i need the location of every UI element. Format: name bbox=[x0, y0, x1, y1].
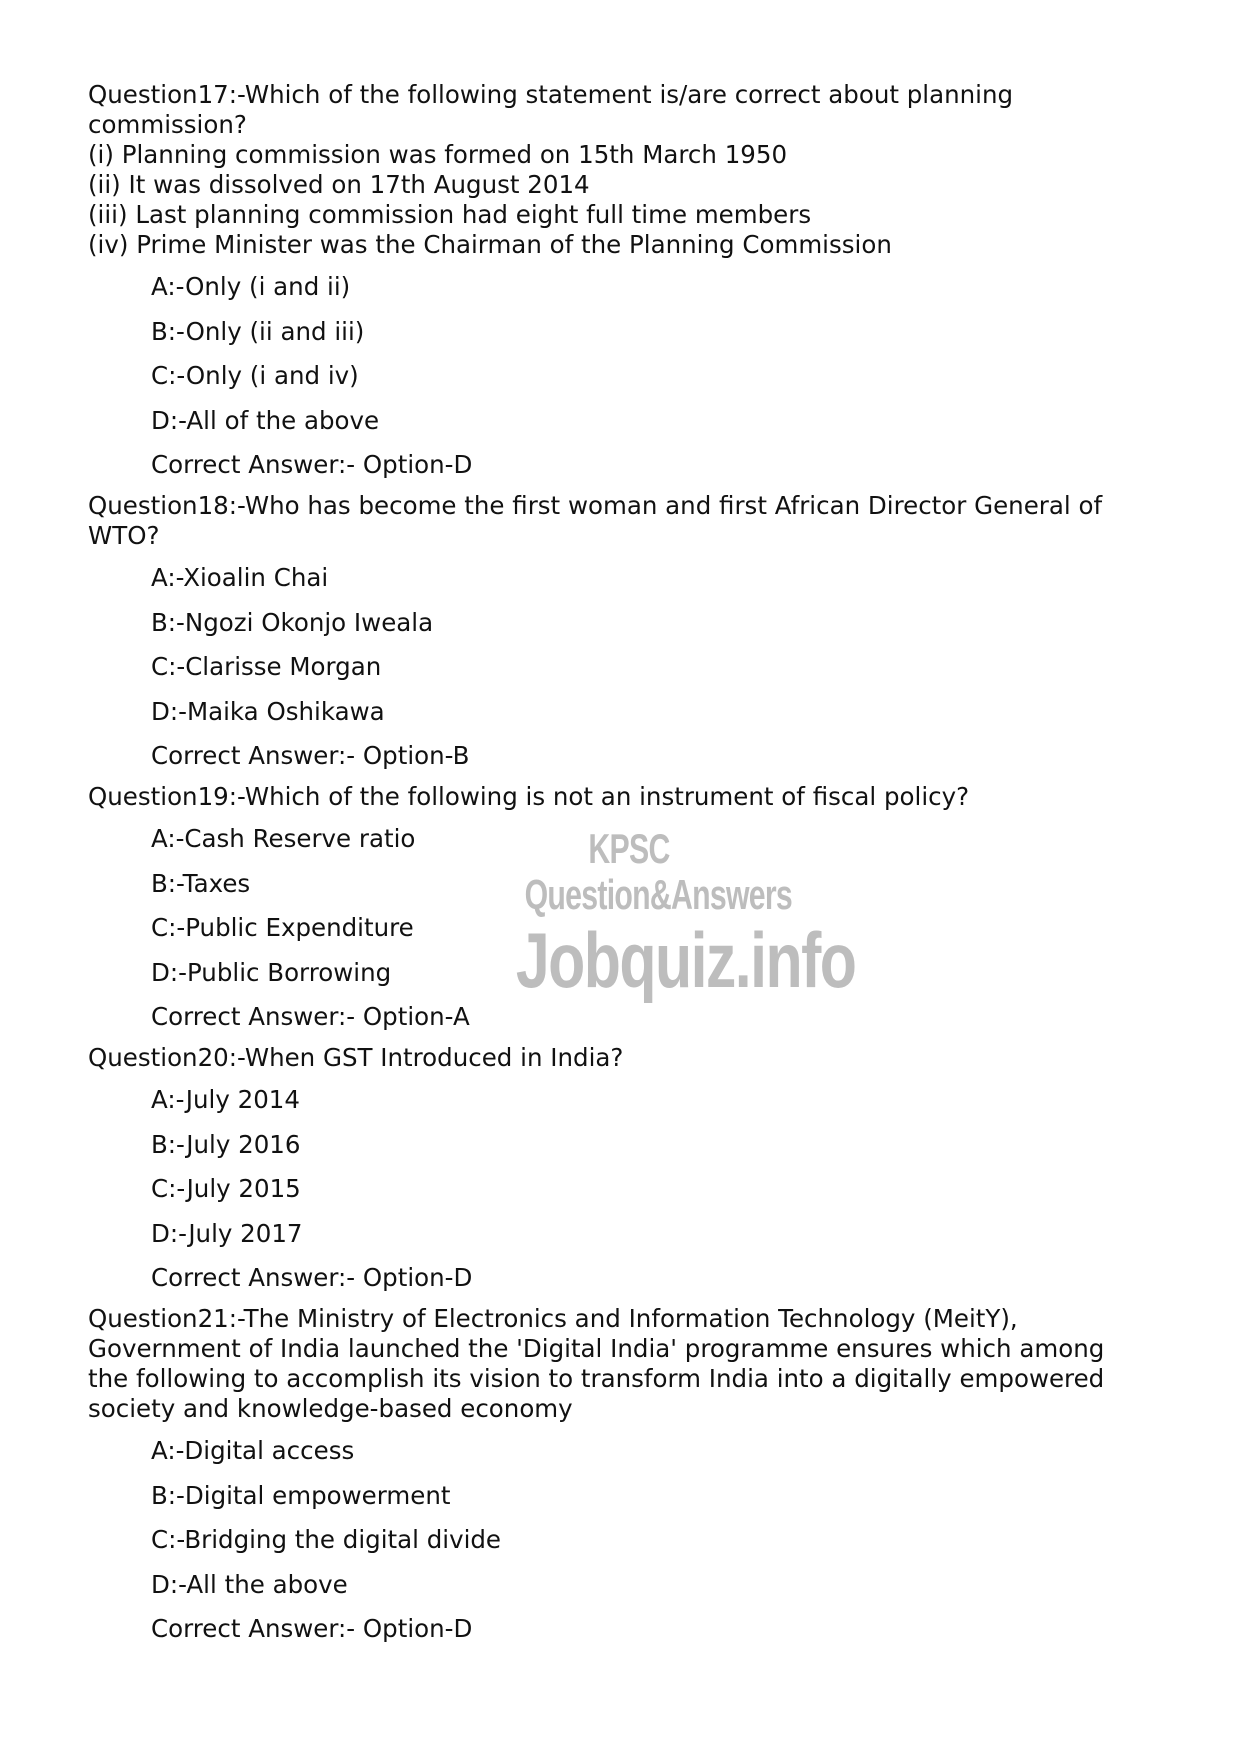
question-21 bbox=[88, 1304, 1168, 1644]
option-d: D:-Public Borrowing bbox=[151, 957, 392, 987]
watermark-line-2: Jobquiz.info bbox=[515, 916, 856, 1004]
watermark-line-1: KPSC Question&Answers bbox=[524, 825, 793, 918]
option-c: C:-July 2015 bbox=[151, 1174, 301, 1203]
option-a: A:-Only (i and ii) bbox=[151, 272, 351, 301]
question-text: Question20:-When GST Introduced in India? bbox=[88, 1043, 624, 1072]
correct-answer: Correct Answer:- Option-D bbox=[151, 1614, 473, 1643]
option-d: D:-All of the above bbox=[151, 405, 380, 435]
option-c: C:-Clarisse Morgan bbox=[151, 652, 382, 681]
correct-answer: Correct Answer:- Option-B bbox=[151, 741, 470, 770]
question-18 bbox=[88, 491, 1168, 771]
question-text: Question17:-Which of the following statement is/are correct about planning commission? (i) Planning commission was formed on 15th March 1950 (ii) It was dissolved on 17th August 2014 (iii) Last planning commission had eight full time members (iv) Prime Minister was the Chairman of the Planning Commission bbox=[88, 80, 1014, 259]
option-c: C:-Only (i and iv) bbox=[151, 361, 359, 390]
correct-answer: Correct Answer:- Option-A bbox=[151, 1002, 470, 1031]
option-d: D:-All the above bbox=[151, 1569, 348, 1599]
correct-answer: Correct Answer:- Option-D bbox=[151, 1263, 473, 1292]
option-c: C:-Public Expenditure bbox=[151, 913, 414, 942]
option-a: A:-Cash Reserve ratio bbox=[151, 824, 416, 853]
option-b: B:-Digital empowerment bbox=[151, 1480, 451, 1510]
question-text: Question18:-Who has become the first woman and first African Director General of WTO? bbox=[88, 491, 1103, 550]
option-c: C:-Bridging the digital divide bbox=[151, 1525, 502, 1554]
option-b: B:-Ngozi Okonjo Iweala bbox=[151, 607, 434, 637]
question-20 bbox=[88, 1043, 1168, 1293]
question-text: Question19:-Which of the following is not an instrument of fiscal policy? bbox=[88, 782, 970, 811]
option-a: A:-Xioalin Chai bbox=[151, 563, 329, 592]
option-b: B:-July 2016 bbox=[151, 1129, 301, 1159]
option-d: D:-July 2017 bbox=[151, 1218, 303, 1248]
option-a: A:-July 2014 bbox=[151, 1085, 300, 1114]
question-text: Question21:-The Ministry of Electronics and Information Technology (MeitY), Government of India launched the 'Digital India' programme ensures which among the following to accomplish its vision to transform India into a digitally empowered society and knowledge-based economy bbox=[88, 1304, 1105, 1423]
question-page bbox=[88, 80, 1168, 1655]
question-19 bbox=[88, 782, 1168, 1032]
option-a: A:-Digital access bbox=[151, 1436, 355, 1465]
option-d: D:-Maika Oshikawa bbox=[151, 696, 385, 726]
correct-answer: Correct Answer:- Option-D bbox=[151, 450, 473, 479]
option-b: B:-Only (ii and iii) bbox=[151, 316, 365, 346]
option-b: B:-Taxes bbox=[151, 868, 251, 898]
question-17 bbox=[88, 80, 1168, 480]
